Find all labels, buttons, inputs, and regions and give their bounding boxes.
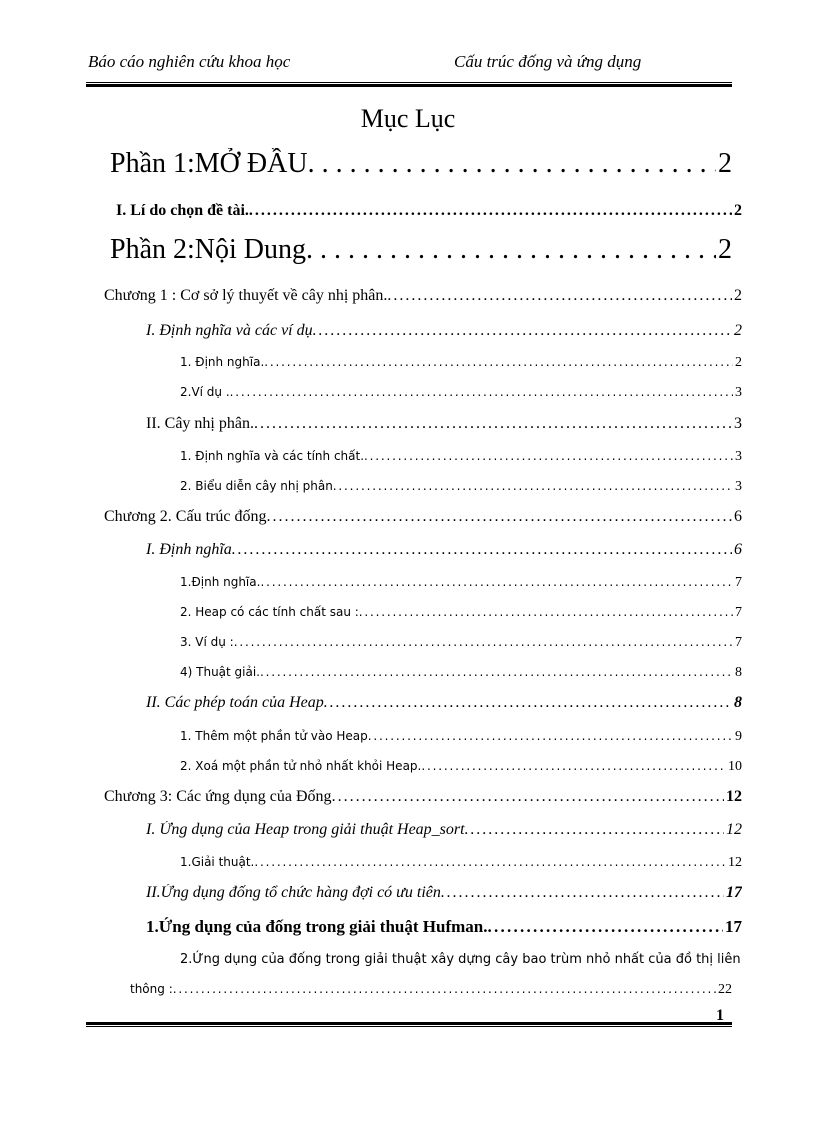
toc-title: Mục Lục (360, 104, 456, 133)
header-right-title: Cấu trúc đống và ứng dụng (454, 52, 642, 71)
toc-entry[interactable]: Chương 2. Cấu trúc đống . . . 6 (104, 508, 742, 526)
toc-entry[interactable]: II. Cây nhị phân. . . . 3 (146, 415, 742, 433)
toc-entry[interactable]: 1. Thêm một phần tử vào Heap . . . 9 (180, 729, 742, 745)
page-header (86, 52, 732, 78)
toc-entry[interactable]: Phần 1:MỞ ĐẦU . . . 2 (110, 148, 732, 180)
toc-entry[interactable]: 1.Định nghĩa. . . . 7 (180, 575, 742, 591)
toc-entry[interactable]: I. Ứng dụng của Heap trong giải thuật Heap_sort . . . 12 (146, 821, 742, 839)
toc-entry[interactable]: Chương 1 : Cơ sở lý thuyết về cây nhị phân. . . . 2 (104, 287, 742, 305)
header-left-title: Báo cáo nghiên cứu khoa học (88, 52, 291, 71)
toc-entry[interactable]: 1.Giải thuật. . . . 12 (180, 855, 742, 871)
page-number: 1 (716, 1007, 724, 1024)
toc-entry[interactable]: I. Lí do chọn đề tài. . . . 2 (116, 202, 742, 220)
toc-entry[interactable]: II. Các phép toán của Heap . . . 8 (146, 694, 742, 712)
toc-entry[interactable]: 3. Ví dụ : . . . 7 (180, 635, 742, 651)
toc-entry[interactable]: Chương 3: Các ứng dụng của Đống . . . 12 (104, 788, 742, 806)
toc-entry-wrapped-line1[interactable]: 2.Ứng dụng của đống trong giải thuật xây dựng cây bao trùm nhỏ nhất của đồ thị liên (180, 952, 741, 967)
toc-entry[interactable]: 1. Định nghĩa. . . . 2 (180, 355, 742, 371)
toc-entry[interactable]: 1. Định nghĩa và các tính chất. . . . 3 (180, 449, 742, 465)
footer-divider (86, 1022, 732, 1027)
toc-entry[interactable]: 1.Ứng dụng của đống trong giải thuật Hufman. . . . 17 (146, 917, 742, 937)
toc-entry[interactable]: Phần 2:Nội Dung . . . 2 (110, 234, 732, 266)
toc-entry[interactable]: 2. Biểu diễn cây nhị phân . . . 3 (180, 479, 742, 495)
toc-entry[interactable]: 2.Ví dụ . . . . 3 (180, 385, 742, 401)
header-divider (86, 82, 732, 87)
toc-entry[interactable]: 2. Heap có các tính chất sau : . . . 7 (180, 605, 742, 621)
toc-entry-wrapped-line2[interactable]: thông : . . . 22 (130, 982, 732, 998)
toc-entry[interactable]: 4) Thuật giải. . . . 8 (180, 665, 742, 681)
toc-entry[interactable]: II.Ứng dụng đống tổ chức hàng đợi có ưu tiên . . . 17 (146, 884, 742, 902)
toc-entry[interactable]: I. Định nghĩa và các ví dụ . . . 2 (146, 322, 742, 340)
toc-entry[interactable]: 2. Xoá một phần tử nhỏ nhất khỏi Heap. . . . 10 (180, 759, 742, 775)
toc-entry[interactable]: I. Định nghĩa . . . 6 (146, 541, 742, 559)
